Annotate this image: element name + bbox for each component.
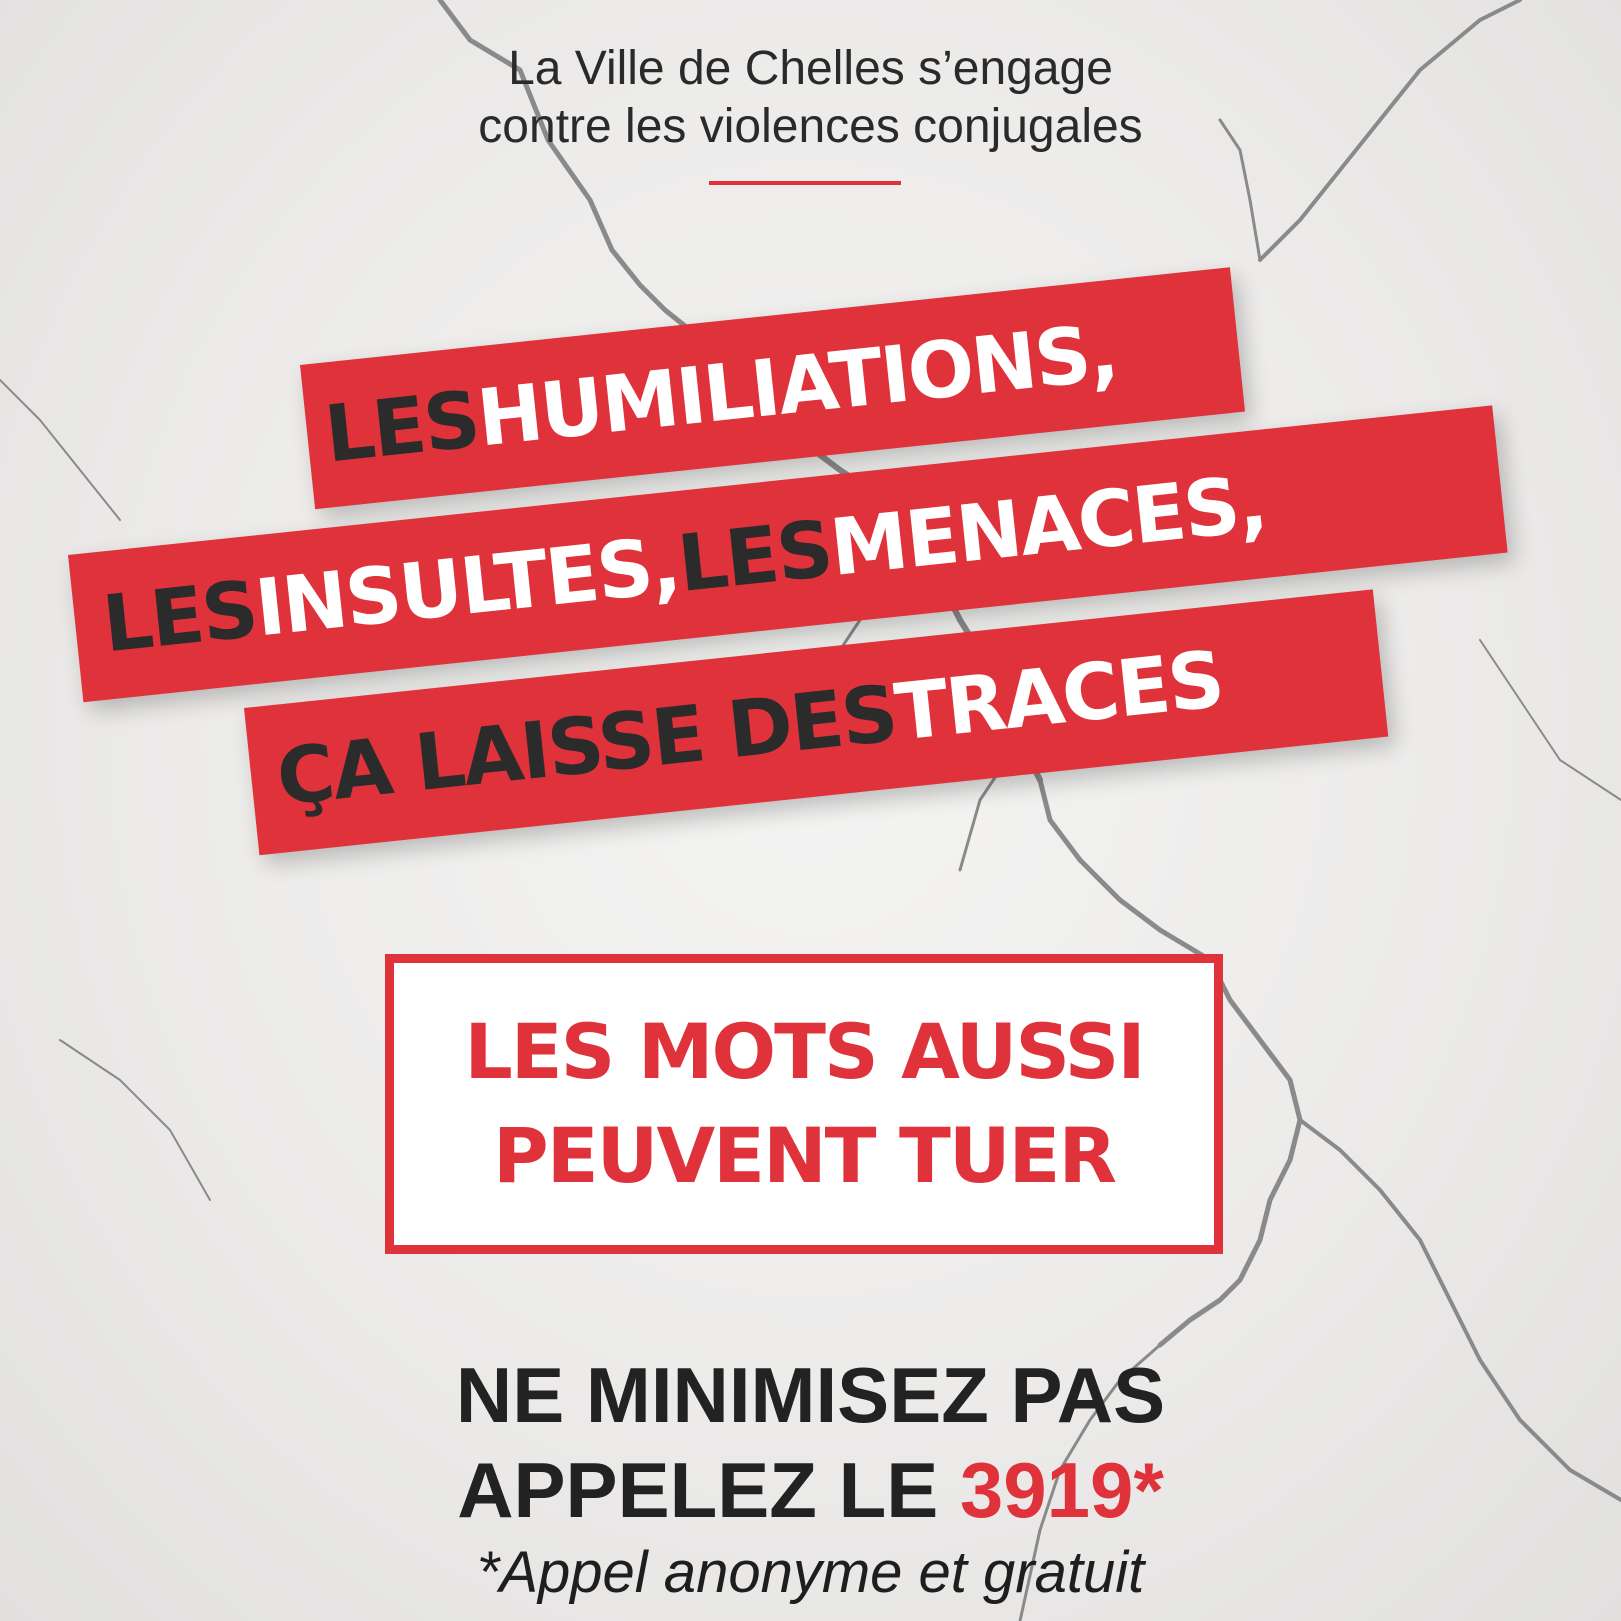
band-2-segment-1: LES bbox=[98, 564, 261, 671]
campaign-intro bbox=[0, 40, 1621, 156]
intro-line-2: contre les violences conjugales bbox=[478, 100, 1143, 153]
warning-line-2: PEUVENT TUER bbox=[493, 1111, 1115, 1200]
band-3-segment-1: ÇA LAISSE DES bbox=[272, 669, 901, 824]
band-2-segment-3: LES bbox=[673, 504, 836, 610]
intro-line-1: La Ville de Chelles s’engage bbox=[508, 42, 1113, 95]
warning-box bbox=[385, 954, 1223, 1254]
red-divider bbox=[709, 181, 901, 185]
helpline-number[interactable]: 3919* bbox=[959, 1446, 1164, 1534]
band-1-segment-1: LES bbox=[320, 374, 483, 480]
band-3-segment-2: TRACES bbox=[890, 634, 1227, 759]
helpline-note: *Appel anonyme et gratuit bbox=[476, 1540, 1145, 1605]
warning-line-1: LES MOTS AUSSI bbox=[464, 1007, 1144, 1096]
band-1-segment-2: HUMILIATIONS, bbox=[473, 307, 1121, 464]
band-2-segment-4: MENACES, bbox=[826, 458, 1271, 594]
band-2-segment-2: INSULTES, bbox=[251, 520, 684, 655]
cta-call-prefix: APPELEZ LE bbox=[457, 1446, 960, 1534]
cta-line-2 bbox=[0, 1445, 1621, 1536]
cta-line-1: NE MINIMISEZ PAS bbox=[455, 1351, 1166, 1439]
